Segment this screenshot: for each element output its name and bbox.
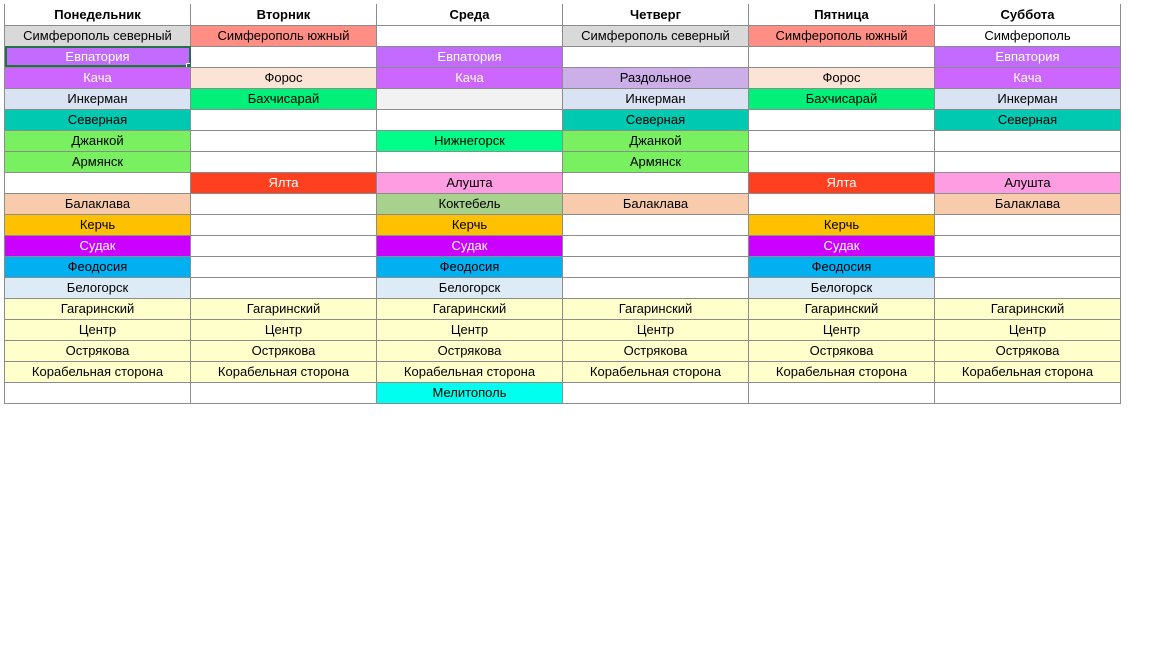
schedule-cell[interactable] — [191, 46, 377, 67]
schedule-cell[interactable]: Корабельная сторона — [191, 361, 377, 382]
table-row — [5, 193, 1121, 214]
schedule-cell[interactable]: Балаклава — [935, 193, 1121, 214]
schedule-cell[interactable]: Евпатория — [5, 46, 191, 67]
table-row — [5, 214, 1121, 235]
schedule-cell[interactable]: Нижнегорск — [377, 130, 563, 151]
table-row — [5, 340, 1121, 361]
schedule-cell[interactable] — [749, 382, 935, 403]
schedule-cell[interactable]: Центр — [377, 319, 563, 340]
header-row — [5, 4, 1121, 25]
schedule-cell[interactable]: Центр — [563, 319, 749, 340]
header-thursday[interactable]: Четверг — [563, 4, 749, 25]
schedule-cell[interactable]: Симферополь южный — [191, 25, 377, 46]
schedule-cell[interactable]: Форос — [749, 67, 935, 88]
schedule-cell[interactable] — [5, 172, 191, 193]
schedule-cell[interactable] — [563, 214, 749, 235]
schedule-cell[interactable]: Судак — [5, 235, 191, 256]
schedule-cell[interactable] — [191, 214, 377, 235]
schedule-cell[interactable]: Кача — [377, 67, 563, 88]
schedule-cell[interactable] — [563, 235, 749, 256]
schedule-cell[interactable] — [377, 151, 563, 172]
schedule-cell[interactable]: Евпатория — [377, 46, 563, 67]
header-wednesday[interactable]: Среда — [377, 4, 563, 25]
schedule-cell[interactable]: Центр — [935, 319, 1121, 340]
schedule-cell[interactable] — [191, 151, 377, 172]
table-row — [5, 67, 1121, 88]
schedule-cell[interactable]: Белогорск — [749, 277, 935, 298]
schedule-cell[interactable]: Гагаринский — [935, 298, 1121, 319]
table-row — [5, 235, 1121, 256]
header-saturday[interactable]: Суббота — [935, 4, 1121, 25]
schedule-cell[interactable]: Судак — [377, 235, 563, 256]
schedule-cell[interactable]: Центр — [5, 319, 191, 340]
schedule-cell[interactable] — [935, 256, 1121, 277]
schedule-cell[interactable]: Северная — [935, 109, 1121, 130]
schedule-cell[interactable] — [191, 235, 377, 256]
schedule-cell[interactable] — [935, 214, 1121, 235]
schedule-cell[interactable] — [935, 151, 1121, 172]
schedule-cell[interactable]: Гагаринский — [749, 298, 935, 319]
schedule-cell[interactable]: Форос — [191, 67, 377, 88]
schedule-table — [4, 4, 1121, 404]
schedule-cell[interactable]: Симферополь северный — [563, 25, 749, 46]
table-row — [5, 172, 1121, 193]
schedule-cell[interactable]: Бахчисарай — [749, 88, 935, 109]
schedule-cell[interactable] — [935, 277, 1121, 298]
schedule-cell[interactable] — [563, 256, 749, 277]
schedule-cell[interactable]: Джанкой — [563, 130, 749, 151]
schedule-cell[interactable] — [749, 109, 935, 130]
schedule-cell[interactable]: Керчь — [5, 214, 191, 235]
schedule-cell[interactable]: Кача — [5, 67, 191, 88]
table-row — [5, 151, 1121, 172]
schedule-cell[interactable] — [563, 46, 749, 67]
schedule-cell[interactable]: Корабельная сторона — [563, 361, 749, 382]
schedule-cell[interactable]: Мелитополь — [377, 382, 563, 403]
schedule-cell[interactable] — [191, 193, 377, 214]
schedule-cell[interactable]: Раздольное — [563, 67, 749, 88]
schedule-cell[interactable]: Ялта — [191, 172, 377, 193]
schedule-cell[interactable] — [191, 256, 377, 277]
schedule-cell[interactable]: Балаклава — [563, 193, 749, 214]
table-row — [5, 382, 1121, 403]
schedule-cell[interactable] — [935, 235, 1121, 256]
schedule-cell[interactable]: Корабельная сторона — [749, 361, 935, 382]
schedule-cell[interactable] — [563, 277, 749, 298]
table-row — [5, 277, 1121, 298]
schedule-cell[interactable]: Инкерман — [563, 88, 749, 109]
table-row — [5, 298, 1121, 319]
schedule-cell[interactable]: Гагаринский — [563, 298, 749, 319]
schedule-cell[interactable]: Симферополь северный — [5, 25, 191, 46]
schedule-cell[interactable] — [5, 382, 191, 403]
schedule-cell[interactable]: Судак — [749, 235, 935, 256]
schedule-cell[interactable]: Корабельная сторона — [935, 361, 1121, 382]
schedule-cell[interactable]: Белогорск — [5, 277, 191, 298]
schedule-cell[interactable]: Симферополь южный — [749, 25, 935, 46]
table-row — [5, 130, 1121, 151]
schedule-cell[interactable]: Острякова — [5, 340, 191, 361]
header-friday[interactable]: Пятница — [749, 4, 935, 25]
schedule-cell[interactable]: Острякова — [749, 340, 935, 361]
schedule-cell[interactable] — [749, 130, 935, 151]
schedule-cell[interactable]: Белогорск — [377, 277, 563, 298]
table-row — [5, 319, 1121, 340]
schedule-cell[interactable]: Симферополь — [935, 25, 1121, 46]
schedule-cell[interactable]: Инкерман — [935, 88, 1121, 109]
schedule-cell[interactable] — [749, 46, 935, 67]
table-body — [5, 25, 1121, 403]
schedule-cell[interactable]: Центр — [191, 319, 377, 340]
schedule-cell[interactable]: Джанкой — [5, 130, 191, 151]
schedule-cell[interactable]: Феодосия — [377, 256, 563, 277]
schedule-cell[interactable]: Центр — [749, 319, 935, 340]
schedule-cell[interactable] — [191, 277, 377, 298]
schedule-cell[interactable]: Ялта — [749, 172, 935, 193]
schedule-cell[interactable] — [563, 382, 749, 403]
schedule-cell[interactable]: Гагаринский — [377, 298, 563, 319]
schedule-cell[interactable] — [563, 172, 749, 193]
header-tuesday[interactable]: Вторник — [191, 4, 377, 25]
schedule-cell[interactable]: Острякова — [935, 340, 1121, 361]
schedule-cell[interactable] — [191, 130, 377, 151]
schedule-cell[interactable]: Керчь — [377, 214, 563, 235]
schedule-cell[interactable]: Балаклава — [5, 193, 191, 214]
schedule-cell[interactable]: Бахчисарай — [191, 88, 377, 109]
schedule-cell[interactable]: Гагаринский — [5, 298, 191, 319]
schedule-cell[interactable] — [935, 130, 1121, 151]
schedule-cell[interactable]: Армянск — [5, 151, 191, 172]
schedule-cell[interactable]: Керчь — [749, 214, 935, 235]
schedule-cell[interactable]: Северная — [5, 109, 191, 130]
schedule-cell[interactable] — [749, 193, 935, 214]
table-row — [5, 88, 1121, 109]
schedule-cell[interactable] — [749, 151, 935, 172]
table-row — [5, 256, 1121, 277]
schedule-cell[interactable] — [191, 109, 377, 130]
table-row — [5, 46, 1121, 67]
schedule-cell[interactable] — [935, 382, 1121, 403]
schedule-cell[interactable]: Коктебель — [377, 193, 563, 214]
schedule-cell[interactable]: Острякова — [563, 340, 749, 361]
schedule-cell[interactable]: Инкерман — [5, 88, 191, 109]
schedule-cell[interactable]: Евпатория — [935, 46, 1121, 67]
schedule-cell[interactable]: Алушта — [935, 172, 1121, 193]
schedule-cell[interactable]: Феодосия — [749, 256, 935, 277]
schedule-cell[interactable]: Северная — [563, 109, 749, 130]
schedule-cell[interactable]: Феодосия — [5, 256, 191, 277]
schedule-cell[interactable]: Корабельная сторона — [5, 361, 191, 382]
table-header — [5, 4, 1121, 25]
schedule-cell[interactable] — [191, 382, 377, 403]
schedule-cell[interactable] — [377, 88, 563, 109]
schedule-cell[interactable]: Гагаринский — [191, 298, 377, 319]
schedule-cell[interactable]: Кача — [935, 67, 1121, 88]
table-row — [5, 109, 1121, 130]
schedule-cell[interactable]: Корабельная сторона — [377, 361, 563, 382]
table-row — [5, 25, 1121, 46]
schedule-cell[interactable] — [377, 25, 563, 46]
schedule-cell[interactable] — [377, 109, 563, 130]
table-row — [5, 361, 1121, 382]
schedule-cell[interactable]: Острякова — [377, 340, 563, 361]
header-monday[interactable]: Понедельник — [5, 4, 191, 25]
schedule-cell[interactable]: Алушта — [377, 172, 563, 193]
schedule-cell[interactable]: Армянск — [563, 151, 749, 172]
schedule-cell[interactable]: Острякова — [191, 340, 377, 361]
